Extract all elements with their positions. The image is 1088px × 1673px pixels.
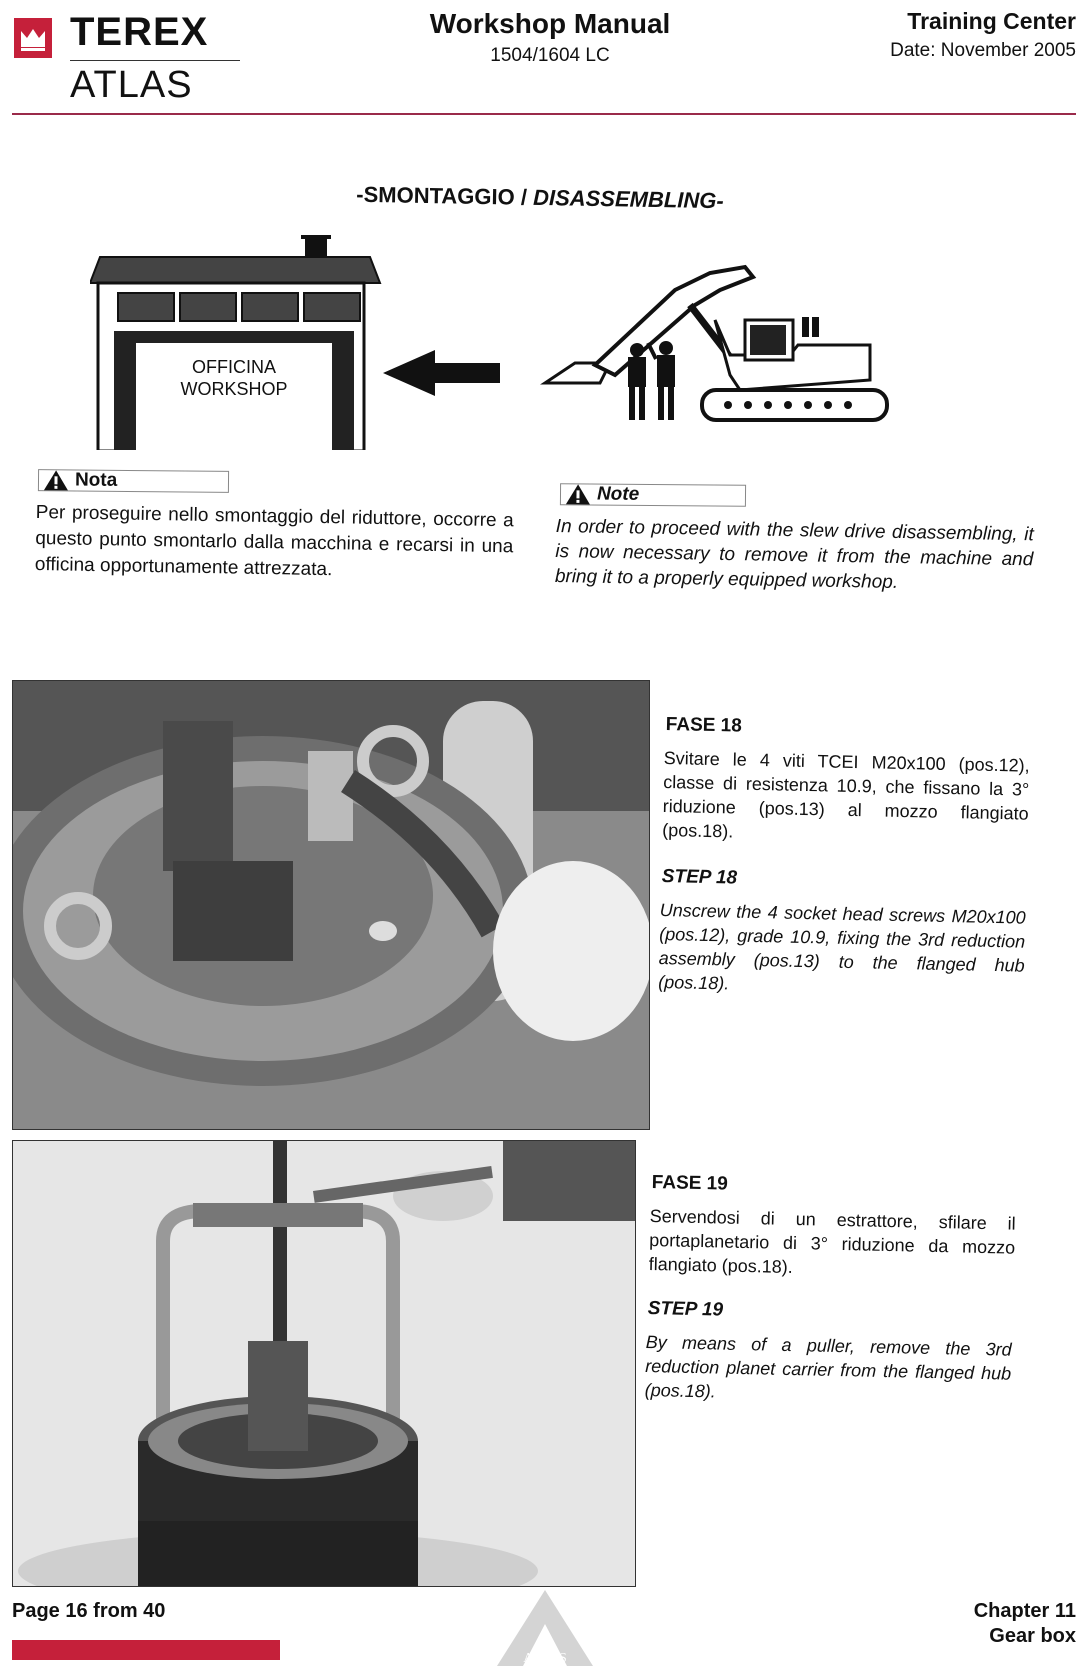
sub-brand-name: ATLAS	[70, 64, 193, 106]
model-number: 1504/1604 LC	[490, 45, 610, 66]
step-18-text: Unscrew the 4 socket head screws M20x100 (pos.12), grade 10.9, fixing the 3rd reduction assembly (pos.13) to the flanged hub (pos.18).	[658, 899, 1026, 994]
step-19-text: By means of a puller, remove the 3rd reduction planet carrier from the flanged hub (pos.18).	[644, 1331, 1012, 1402]
workshop-sign-line1: OFFICINA	[192, 357, 276, 377]
fase-19-label: FASE 19	[651, 1172, 729, 1195]
note-text-english: In order to proceed with the slew drive disassembling, it is now necessary to remove it from the machine and bring it to a properly equipped workshop.	[554, 515, 1034, 593]
document-date: Date: November 2005	[890, 40, 1076, 61]
manual-title: Workshop Manual	[429, 8, 671, 39]
fase-19-text: Servendosi di un estrattore, sfilare il portaplanetario di 3° riduzione da mozzo flangiato (pos.18).	[648, 1205, 1016, 1278]
note-label-english: Note	[596, 483, 640, 505]
step-18-photo	[12, 680, 650, 1130]
warning-icon	[565, 483, 591, 505]
training-center: Training Center	[907, 8, 1076, 34]
page-number: Page 16 from 40	[12, 1600, 166, 1622]
header-rule	[12, 113, 1076, 115]
note-header-italian	[38, 469, 229, 493]
atlas-watermark-logo	[495, 1588, 595, 1668]
step-19-label: STEP 19	[647, 1298, 724, 1321]
workshop-sign-line2: WORKSHOP	[180, 379, 288, 399]
people-icon	[628, 341, 675, 420]
terex-logo-mark	[14, 18, 52, 58]
section-title	[260, 180, 820, 216]
fase-18-text: Svitare le 4 viti TCEI M20x100 (pos.12), classe di resistenza 10.9, che fissano la 3° riduzione (pos.13) al mozzo flangiato (pos.18).	[662, 747, 1030, 842]
chapter-number: Chapter 11	[973, 1600, 1076, 1622]
step-19-photo	[12, 1140, 636, 1587]
chapter-title: Gear box	[989, 1625, 1076, 1647]
crown-icon	[17, 21, 49, 55]
section-title-english: DISASSEMBLING-	[532, 184, 724, 214]
warning-icon	[43, 469, 69, 491]
brand-name: TEREX	[70, 10, 209, 54]
step-18-label: STEP 18	[661, 866, 738, 889]
workshop-illustration	[90, 235, 940, 450]
workshop-building-icon	[90, 235, 380, 450]
arrow-left-icon	[383, 350, 500, 396]
logo-divider	[70, 60, 240, 61]
section-title-italian: -SMONTAGGIO /	[356, 181, 534, 210]
fase-18-label: FASE 18	[665, 714, 743, 737]
excavator-icon	[545, 267, 887, 420]
note-header-english	[560, 483, 746, 507]
footer-red-bar	[12, 1640, 280, 1660]
note-text-italian: Per proseguire nello smontaggio del riduttore, occorre a questo punto smontarlo dalla macchina e recarsi in una officina opportunamente attrezzata.	[34, 501, 514, 581]
watermark-text: ATLAS	[523, 1651, 567, 1666]
note-label-italian: Nota	[74, 469, 118, 491]
